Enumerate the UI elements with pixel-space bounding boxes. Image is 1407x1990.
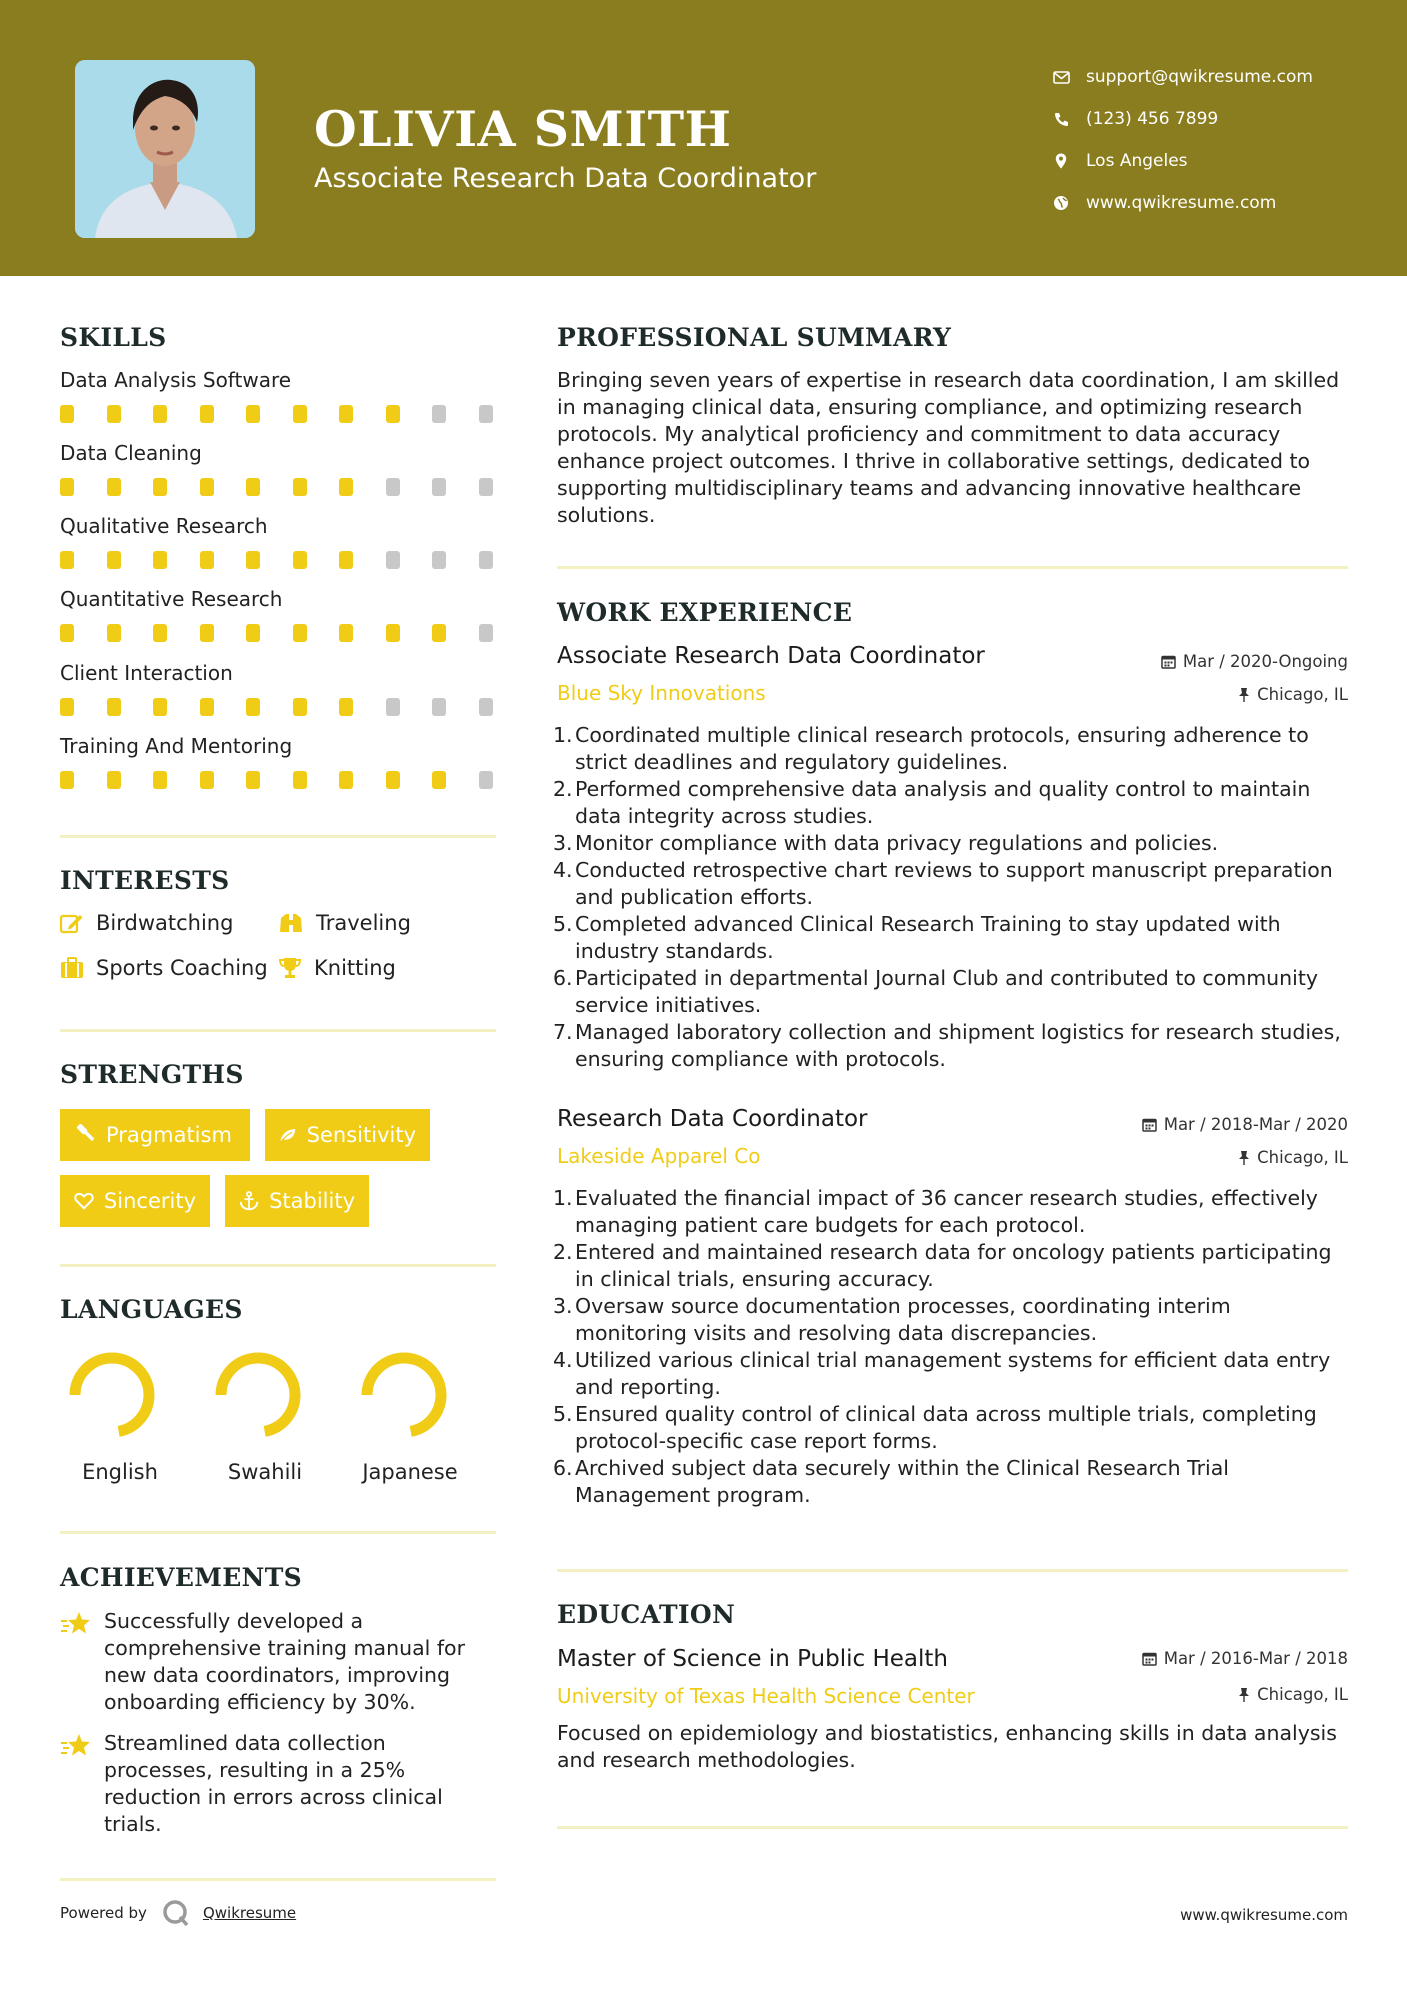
language-gauge	[208, 1345, 308, 1450]
skill-name: Qualitative Research	[60, 514, 268, 538]
job-location	[1238, 1148, 1348, 1167]
skill-dot-filled	[60, 624, 74, 642]
company-name: Lakeside Apparel Co	[557, 1144, 761, 1168]
education-heading: EDUCATION	[557, 1600, 736, 1629]
skill-dot-filled	[153, 624, 167, 642]
brand-link[interactable]: Qwikresume	[202, 1904, 297, 1922]
contact-phone-text: (123) 456 7899	[1086, 109, 1219, 129]
pencil-square-icon	[60, 912, 84, 934]
skill-dot-filled	[339, 771, 353, 789]
summary-text: Bringing seven years of expertise in research data coordination, I am skilled in managing clinical data, ensuring compliance, and optimizing research protocols. My analytical proficiency and commitment to data accuracy enhance project outcomes. I thrive in collaborative settings, dedicated to supporting multidisciplinary teams and advancing innovative healthcare solutions.	[557, 368, 1340, 527]
strength-label: Pragmatism	[106, 1123, 232, 1147]
skill-dot-empty	[386, 698, 400, 716]
skill-dot-filled	[200, 698, 214, 716]
skill-dot-empty	[479, 478, 493, 496]
binoculars-icon	[278, 912, 304, 934]
bullet-number: 2.	[553, 777, 573, 801]
job-dates	[1161, 652, 1348, 671]
skill-dot-filled	[107, 551, 121, 569]
achievement-text: Successfully developed a comprehensive training manual for new data coordinators, improving onboarding efficiency by 30%.	[104, 1609, 466, 1714]
candidate-title: Associate Research Data Coordinator	[314, 163, 817, 194]
skill-dot-filled	[293, 551, 307, 569]
language-proficiency-arc	[367, 1358, 441, 1432]
education-dates-text: Mar / 2016-Mar / 2018	[1163, 1649, 1348, 1668]
skill-dot-empty	[386, 551, 400, 569]
skill-dot-filled	[339, 624, 353, 642]
job-dates-text: Mar / 2018-Mar / 2020	[1163, 1115, 1348, 1134]
heart-icon	[74, 1191, 94, 1211]
skill-dot-filled	[200, 478, 214, 496]
skill-dot-filled	[107, 405, 121, 423]
contact-email-text: support@qwikresume.com	[1086, 67, 1313, 87]
bullet-text: Monitor compliance with data privacy regulations and policies.	[575, 831, 1219, 855]
bullet-text: Utilized various clinical trial management systems for efficient data entry and reporting.	[575, 1348, 1331, 1399]
candidate-name: OLIVIA SMITH	[314, 100, 732, 158]
skill-dot-filled	[60, 771, 74, 789]
calendar-icon	[1142, 1117, 1157, 1132]
language-ring	[62, 1345, 162, 1445]
skill-dot-filled	[107, 478, 121, 496]
section-divider	[557, 566, 1348, 569]
bullet-text: Completed advanced Clinical Research Training to stay updated with industry standards.	[575, 912, 1281, 963]
skill-dot-filled	[339, 405, 353, 423]
job-location	[1238, 685, 1348, 704]
section-divider	[557, 1569, 1348, 1572]
skill-dot-filled	[200, 551, 214, 569]
achievement-text: Streamlined data collection processes, resulting in a 25% reduction in errors across clinical trials.	[104, 1731, 443, 1836]
calendar-icon	[1161, 654, 1176, 669]
job-bullet	[553, 1019, 1347, 1073]
job-dates-text: Mar / 2020-Ongoing	[1182, 652, 1348, 671]
bullet-text: Oversaw source documentation processes, coordinating interim monitoring visits and resolving data discrepancies.	[575, 1294, 1231, 1345]
job-bullet	[553, 722, 1347, 776]
phone-icon	[1050, 109, 1072, 129]
skill-dot-filled	[200, 405, 214, 423]
bullet-text: Participated in departmental Journal Club and contributed to community service initiatives.	[575, 966, 1319, 1017]
education-dates	[1142, 1649, 1348, 1668]
interest-label: Knitting	[314, 956, 396, 980]
skill-dot-filled	[246, 771, 260, 789]
star-icon	[60, 1610, 92, 1638]
strengths-heading: STRENGTHS	[60, 1060, 244, 1089]
strength-label: Sensitivity	[306, 1123, 416, 1147]
skill-name: Data Cleaning	[60, 441, 202, 465]
globe-icon	[1050, 193, 1072, 213]
pushpin-icon	[1238, 1150, 1250, 1165]
strength-tag	[225, 1175, 369, 1227]
strength-label: Sincerity	[103, 1189, 196, 1213]
education-location	[1238, 1685, 1348, 1704]
skill-dot-empty	[479, 771, 493, 789]
school-name: University of Texas Health Science Center	[557, 1684, 975, 1708]
job-location-text: Chicago, IL	[1257, 685, 1348, 704]
skills-heading: SKILLS	[60, 323, 167, 352]
powered-by-text: Powered by	[60, 1904, 147, 1922]
job-bullet	[553, 1185, 1347, 1239]
skill-name: Data Analysis Software	[60, 368, 292, 392]
bullet-text: Ensured quality control of clinical data across multiple trials, completing protocol-specific case report forms.	[575, 1402, 1317, 1453]
degree-title: Master of Science in Public Health	[557, 1646, 948, 1672]
contact-website[interactable]	[1050, 182, 1313, 224]
language-ring	[208, 1345, 308, 1445]
pushpin-icon	[1238, 1687, 1250, 1702]
job-title: Associate Research Data Coordinator	[557, 643, 985, 669]
skill-dot-empty	[479, 624, 493, 642]
language-ring	[354, 1345, 454, 1445]
skill-dot-filled	[386, 771, 400, 789]
skill-dot-filled	[153, 698, 167, 716]
contact-email[interactable]	[1050, 56, 1313, 98]
achievement-item	[60, 1730, 500, 1838]
skill-dot-filled	[339, 478, 353, 496]
job-bullet	[553, 911, 1347, 965]
job-bullet-list	[553, 1185, 1347, 1509]
skill-dot-empty	[479, 551, 493, 569]
skill-name: Client Interaction	[60, 661, 233, 685]
section-divider	[60, 1029, 496, 1032]
language-label: Japanese	[362, 1460, 458, 1484]
location-pin-icon	[1050, 151, 1072, 171]
bullet-number: 6.	[553, 1456, 573, 1480]
skill-dot-empty	[386, 478, 400, 496]
achievement-item	[60, 1608, 500, 1716]
footer-website[interactable]: www.qwikresume.com	[1180, 1906, 1348, 1924]
skill-dot-filled	[153, 771, 167, 789]
job-bullet	[553, 1239, 1347, 1293]
skill-dot-filled	[200, 771, 214, 789]
strength-label: Stability	[269, 1189, 355, 1213]
leaf-icon	[279, 1125, 297, 1145]
skill-dot-filled	[153, 405, 167, 423]
skill-dot-filled	[60, 698, 74, 716]
skill-dot-filled	[153, 478, 167, 496]
briefcase-icon	[60, 957, 84, 979]
strength-tag	[60, 1175, 210, 1227]
skill-dot-filled	[293, 771, 307, 789]
skill-dot-empty	[479, 698, 493, 716]
skill-dot-filled	[293, 405, 307, 423]
language-label: Swahili	[227, 1460, 303, 1484]
bullet-text: Archived subject data securely within the Clinical Research Trial Management program.	[575, 1456, 1229, 1507]
skill-dot-filled	[200, 624, 214, 642]
gavel-icon	[74, 1124, 96, 1146]
language-proficiency-arc	[75, 1358, 149, 1432]
bullet-number: 5.	[553, 912, 573, 936]
bullet-number: 6.	[553, 966, 573, 990]
summary-heading: PROFESSIONAL SUMMARY	[557, 323, 952, 352]
bullet-number: 2.	[553, 1240, 573, 1264]
skill-dot-empty	[432, 698, 446, 716]
job-bullet	[553, 1347, 1347, 1401]
job-dates	[1142, 1115, 1348, 1134]
interest-item	[60, 911, 233, 935]
footer-branding	[60, 1898, 296, 1928]
trophy-icon	[278, 957, 302, 979]
achievements-heading: ACHIEVEMENTS	[60, 1563, 302, 1592]
profile-photo	[75, 60, 255, 238]
envelope-icon	[1050, 67, 1072, 87]
interest-label: Traveling	[316, 911, 411, 935]
bullet-number: 1.	[553, 1186, 573, 1210]
interest-item	[60, 956, 268, 980]
skill-dot-filled	[60, 478, 74, 496]
skill-dot-empty	[432, 551, 446, 569]
skill-dot-filled	[246, 551, 260, 569]
interests-heading: INTERESTS	[60, 866, 230, 895]
skill-dot-filled	[107, 624, 121, 642]
star-icon	[60, 1732, 92, 1760]
skill-dot-filled	[246, 405, 260, 423]
job-bullet	[553, 1293, 1347, 1347]
bullet-text: Conducted retrospective chart reviews to support manuscript preparation and publication efforts.	[575, 858, 1333, 909]
skill-dot-empty	[432, 478, 446, 496]
strength-tag	[60, 1109, 250, 1161]
job-title: Research Data Coordinator	[557, 1106, 868, 1132]
job-bullet	[553, 1401, 1347, 1455]
skill-dot-filled	[432, 771, 446, 789]
interest-item	[278, 911, 411, 935]
skill-dot-filled	[339, 698, 353, 716]
skill-dot-filled	[246, 624, 260, 642]
section-divider	[60, 1264, 496, 1267]
skill-dot-filled	[107, 771, 121, 789]
education-description: Focused on epidemiology and biostatistics, enhancing skills in data analysis and research methodologies.	[557, 1721, 1337, 1772]
job-bullet	[553, 776, 1347, 830]
interest-item	[278, 956, 396, 980]
skill-dot-filled	[386, 405, 400, 423]
section-divider	[557, 1826, 1348, 1829]
section-divider	[60, 1878, 496, 1881]
pushpin-icon	[1238, 687, 1250, 702]
education-location-text: Chicago, IL	[1257, 1685, 1348, 1704]
job-bullet	[553, 857, 1347, 911]
skill-dot-filled	[293, 698, 307, 716]
languages-heading: LANGUAGES	[60, 1295, 243, 1324]
bullet-number: 1.	[553, 723, 573, 747]
bullet-text: Evaluated the financial impact of 36 cancer research studies, effectively managing patient care budgets for each protocol.	[575, 1186, 1318, 1237]
company-name: Blue Sky Innovations	[557, 681, 766, 705]
bullet-text: Coordinated multiple clinical research protocols, ensuring adherence to strict deadlines and regulatory guidelines.	[575, 723, 1309, 774]
contact-phone[interactable]	[1050, 98, 1313, 140]
skill-dot-filled	[432, 624, 446, 642]
skill-dot-filled	[293, 624, 307, 642]
contact-location	[1050, 140, 1313, 182]
skill-dot-filled	[246, 478, 260, 496]
experience-heading: WORK EXPERIENCE	[557, 598, 853, 627]
skill-dot-filled	[107, 698, 121, 716]
job-bullet-list	[553, 722, 1347, 1073]
anchor-icon	[239, 1190, 259, 1212]
bullet-number: 7.	[553, 1020, 573, 1044]
job-bullet	[553, 830, 1347, 857]
language-gauge	[354, 1345, 454, 1450]
interest-label: Sports Coaching	[96, 956, 268, 980]
bullet-number: 4.	[553, 858, 573, 882]
skill-name: Training And Mentoring	[60, 734, 293, 758]
skill-dot-filled	[153, 551, 167, 569]
skill-dot-filled	[386, 624, 400, 642]
skill-dot-filled	[293, 478, 307, 496]
bullet-text: Managed laboratory collection and shipment logistics for research studies, ensuring compliance with protocols.	[575, 1020, 1341, 1071]
language-gauge	[62, 1345, 162, 1450]
interest-label: Birdwatching	[96, 911, 234, 935]
resume-header	[0, 0, 1407, 276]
bullet-text: Entered and maintained research data for oncology patients participating in clinical trials, ensuring accuracy.	[575, 1240, 1332, 1291]
section-divider	[60, 835, 496, 838]
contact-website-text: www.qwikresume.com	[1086, 193, 1277, 213]
calendar-icon	[1142, 1651, 1157, 1666]
language-label: English	[82, 1460, 158, 1484]
strength-tag	[265, 1109, 430, 1161]
bullet-number: 5.	[553, 1402, 573, 1426]
contact-location-text: Los Angeles	[1086, 151, 1188, 171]
qwikresume-logo-icon	[161, 1898, 191, 1928]
bullet-text: Performed comprehensive data analysis and quality control to maintain data integrity across studies.	[575, 777, 1311, 828]
bullet-number: 3.	[553, 831, 573, 855]
skill-name: Quantitative Research	[60, 587, 283, 611]
bullet-number: 4.	[553, 1348, 573, 1372]
contact-list	[1050, 56, 1313, 224]
job-bullet	[553, 1455, 1347, 1509]
skill-dot-filled	[339, 551, 353, 569]
job-bullet	[553, 965, 1347, 1019]
language-proficiency-arc	[221, 1358, 295, 1432]
skill-dot-filled	[60, 551, 74, 569]
skill-dot-filled	[60, 405, 74, 423]
section-divider	[60, 1531, 496, 1534]
skill-dot-filled	[246, 698, 260, 716]
skill-dot-empty	[479, 405, 493, 423]
job-location-text: Chicago, IL	[1257, 1148, 1348, 1167]
skill-dot-empty	[432, 405, 446, 423]
bullet-number: 3.	[553, 1294, 573, 1318]
